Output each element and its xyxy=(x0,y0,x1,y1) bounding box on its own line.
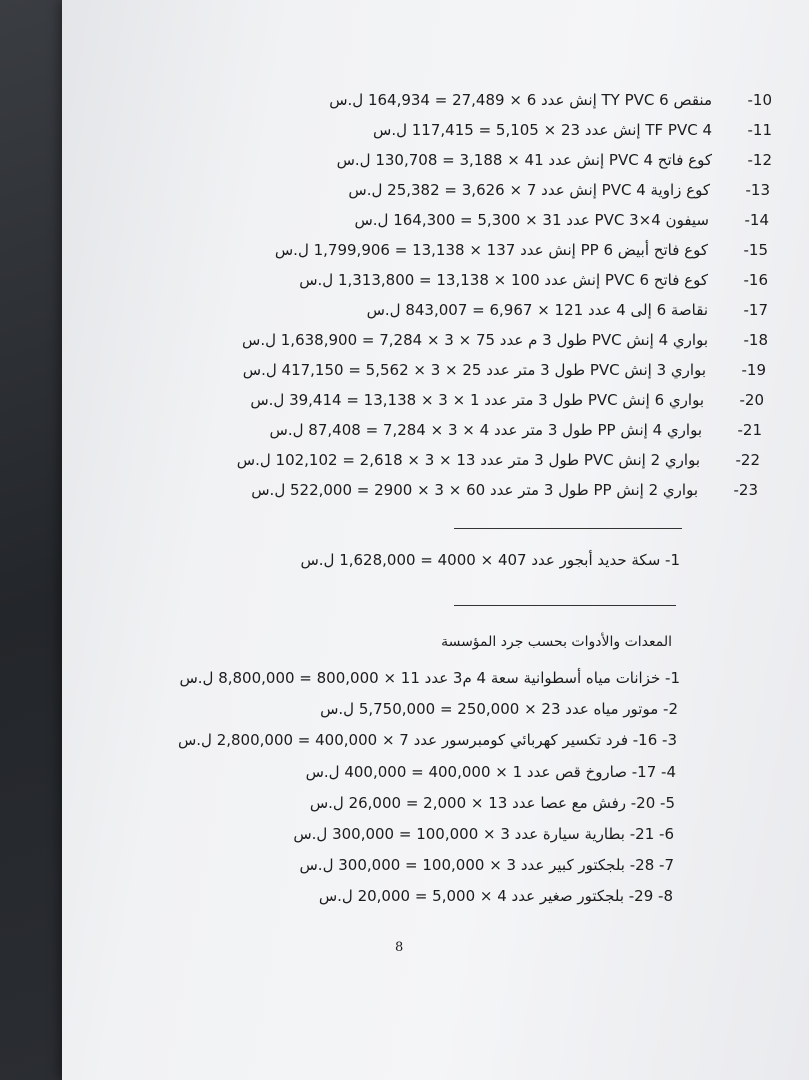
item-text: كوع فاتح PVC 6 إنش عدد 100 × 13,138 = 1,313,800 ل.س xyxy=(299,271,708,289)
item-text: 1- سكة حديد أبجور عدد 407 × 4000 = 1,628,000 ل.س xyxy=(300,551,680,569)
document-page xyxy=(62,0,809,1080)
item-text: سيفون 4×3 PVC عدد 31 × 5,300 = 164,300 ل.س xyxy=(354,211,709,229)
item-text: نقاصة 6 إلى 4 عدد 121 × 6,967 = 843,007 ل.س xyxy=(366,301,708,319)
item-number: -23 xyxy=(733,481,758,499)
item-text: منقص TY PVC 6 إنش عدد 6 × 27,489 = 164,934 ل.س xyxy=(329,91,712,109)
item-text: كوع زاوية PVC 4 إنش عدد 7 × 3,626 = 25,382 ل.س xyxy=(348,181,710,199)
item-text: 6- 21- بطارية سيارة عدد 3 × 100,000 = 300,000 ل.س xyxy=(293,825,674,843)
item-number: -14 xyxy=(744,211,769,229)
item-number: -12 xyxy=(747,151,772,169)
item-number: -20 xyxy=(739,391,764,409)
item-text: TF PVC 4 إنش عدد 23 × 5,105 = 117,415 ل.س xyxy=(373,121,712,139)
item-text: 4- 17- صاروخ قص عدد 1 × 400,000 = 400,000 ل.س xyxy=(305,763,676,781)
item-text: 8- 29- بلجكتور صغير عدد 4 × 5,000 = 20,000 ل.س xyxy=(318,887,673,905)
item-number: -13 xyxy=(745,181,770,199)
item-text: بواري 4 إنش PVC طول 3 م عدد 75 × 3 × 7,284 = 1,638,900 ل.س xyxy=(242,331,708,349)
item-number: -18 xyxy=(743,331,768,349)
divider-line xyxy=(454,605,676,606)
item-text: بواري 2 إنش PVC طول 3 متر عدد 13 × 3 × 2,618 = 102,102 ل.س xyxy=(236,451,700,469)
item-number: -16 xyxy=(743,271,768,289)
item-number: -21 xyxy=(737,421,762,439)
item-number: -19 xyxy=(741,361,766,379)
item-text: بواري 2 إنش PP طول 3 متر عدد 60 × 3 × 2900 = 522,000 ل.س xyxy=(251,481,698,499)
item-text: 5- 20- رفش مع عصا عدد 13 × 2,000 = 26,000 ل.س xyxy=(309,794,675,812)
item-text: 1- خزانات مياه أسطوانية سعة 4 م3 عدد 11 × 800,000 = 8,800,000 ل.س xyxy=(179,669,680,687)
item-number: -22 xyxy=(735,451,760,469)
item-text: بواري 4 إنش PP طول 3 متر عدد 4 × 3 × 7,284 = 87,408 ل.س xyxy=(269,421,702,439)
item-text: بواري 3 إنش PVC طول 3 متر عدد 25 × 3 × 5,562 = 417,150 ل.س xyxy=(242,361,706,379)
section-title-text: المعدات والأدوات بحسب جرد المؤسسة xyxy=(441,634,672,650)
item-number: -17 xyxy=(743,301,768,319)
item-text: كوع فاتح أبيض PP 6 إنش عدد 137 × 13,138 = 1,799,906 ل.س xyxy=(274,241,708,259)
page-number: 8 xyxy=(395,940,404,955)
item-number: -10 xyxy=(747,91,772,109)
item-text: 7- 28- بلجكتور كبير عدد 3 × 100,000 = 300,000 ل.س xyxy=(299,856,674,874)
divider-line xyxy=(454,528,682,529)
item-text: 2- موتور مياه عدد 23 × 250,000 = 5,750,000 ل.س xyxy=(320,700,678,718)
item-text: 3- 16- فرد تكسير كهربائي كومبرسور عدد 7 × 400,000 = 2,800,000 ل.س xyxy=(177,731,677,749)
item-text: بواري 6 إنش PVC طول 3 متر عدد 1 × 3 × 13,138 = 39,414 ل.س xyxy=(250,391,704,409)
item-text: كوع فاتح PVC 4 إنش عدد 41 × 3,188 = 130,708 ل.س xyxy=(336,151,712,169)
item-number: -11 xyxy=(747,121,772,139)
item-number: -15 xyxy=(743,241,768,259)
